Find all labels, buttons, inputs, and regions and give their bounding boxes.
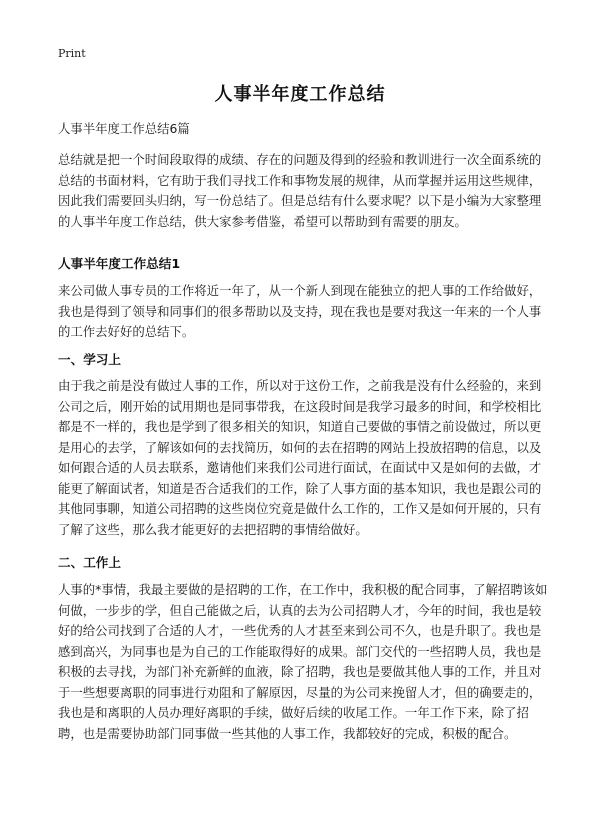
study-paragraph: 由于我之前是没有做过人事的工作，所以对于这份工作，之前我是没有什么经验的，来到公司之后，刚开始的试用期也是同事带我，在这段时间是我学习最多的时间，和学校相比都是不一样的，我也是学到了很多相关的知识，知道自己要做的事情之前设做过，所以更是用心的去学，了解该如何的去找简历，如何的去在招聘的网站上投放招聘的信息，以及如何跟合适的人员去联系，邀请他们来我们公司进行面试，在面试中又是如何的去做，才能更了解面试者，知道是否合适我们的工作，除了人事方面的基本知识，我也是跟公司的其他同事聊，知道公司招聘的这些岗位究竟是做什么工作的，工作又是如何开展的，只有了解了这些，那么我才能更好的去把招聘的事情给做好。 bbox=[58, 378, 542, 537]
work-paragraph: 人事的*事情，我最主要做的是招聘的工作，在工作中，我积极的配合同事，了解招聘该如何做，一步步的学，但自己能做之后，认真的去为公司招聘人才，今年的时间，我也是较好的给公司找到了合适的人才，一些优秀的人才甚至来到公司不久，也是升职了。我也是感到高兴，为同事也是为自己的工作能取得好的成果。部门交代的一些招聘人员，我也是积极的去寻找，为部门补充新鲜的血液，除了招聘，我也是要做其他人事的工作，并且对于一些想要离职的同事进行劝阻和了解原因，尽量的为公司来挽留人才，但的确要走的，我也是和离职的人员办理好离职的手续，做好后续的收尾工作。一年工作下来，除了招聘，也是需要协助部门同事做一些其他的人事工作，我都较好的完成，积极的配合。 bbox=[58, 582, 548, 741]
print-label: Print bbox=[58, 47, 86, 60]
section-heading: 人事半年度工作总结1 bbox=[58, 256, 181, 271]
part-heading-work: 二、工作上 bbox=[58, 555, 121, 570]
intro-paragraph: 总结就是把一个时间段取得的成绩、存在的问题及得到的经验和教训进行一次全面系统的总结的书面材料，它有助于我们寻找工作和事物发展的规律，从而掌握并运用这些规律，因此我们需要回头归纳，写一份总结了。但是总结有什么要求呢？以下是小编为大家整理的人事半年度工作总结，供大家参考借鉴，希望可以帮助到有需要的朋友。 bbox=[58, 152, 542, 229]
part-heading-study: 一、学习上 bbox=[58, 352, 121, 367]
document-subtitle: 人事半年度工作总结6篇 bbox=[58, 121, 190, 136]
page-title: 人事半年度工作总结 bbox=[214, 84, 386, 105]
section-paragraph: 来公司做人事专员的工作将近一年了，从一个新人到现在能独立的把人事的工作给做好，我也是得到了领导和同事们的很多帮助以及支持，现在我也是要对我这一年来的一个人事的工作去好好的总结下。 bbox=[58, 283, 542, 339]
